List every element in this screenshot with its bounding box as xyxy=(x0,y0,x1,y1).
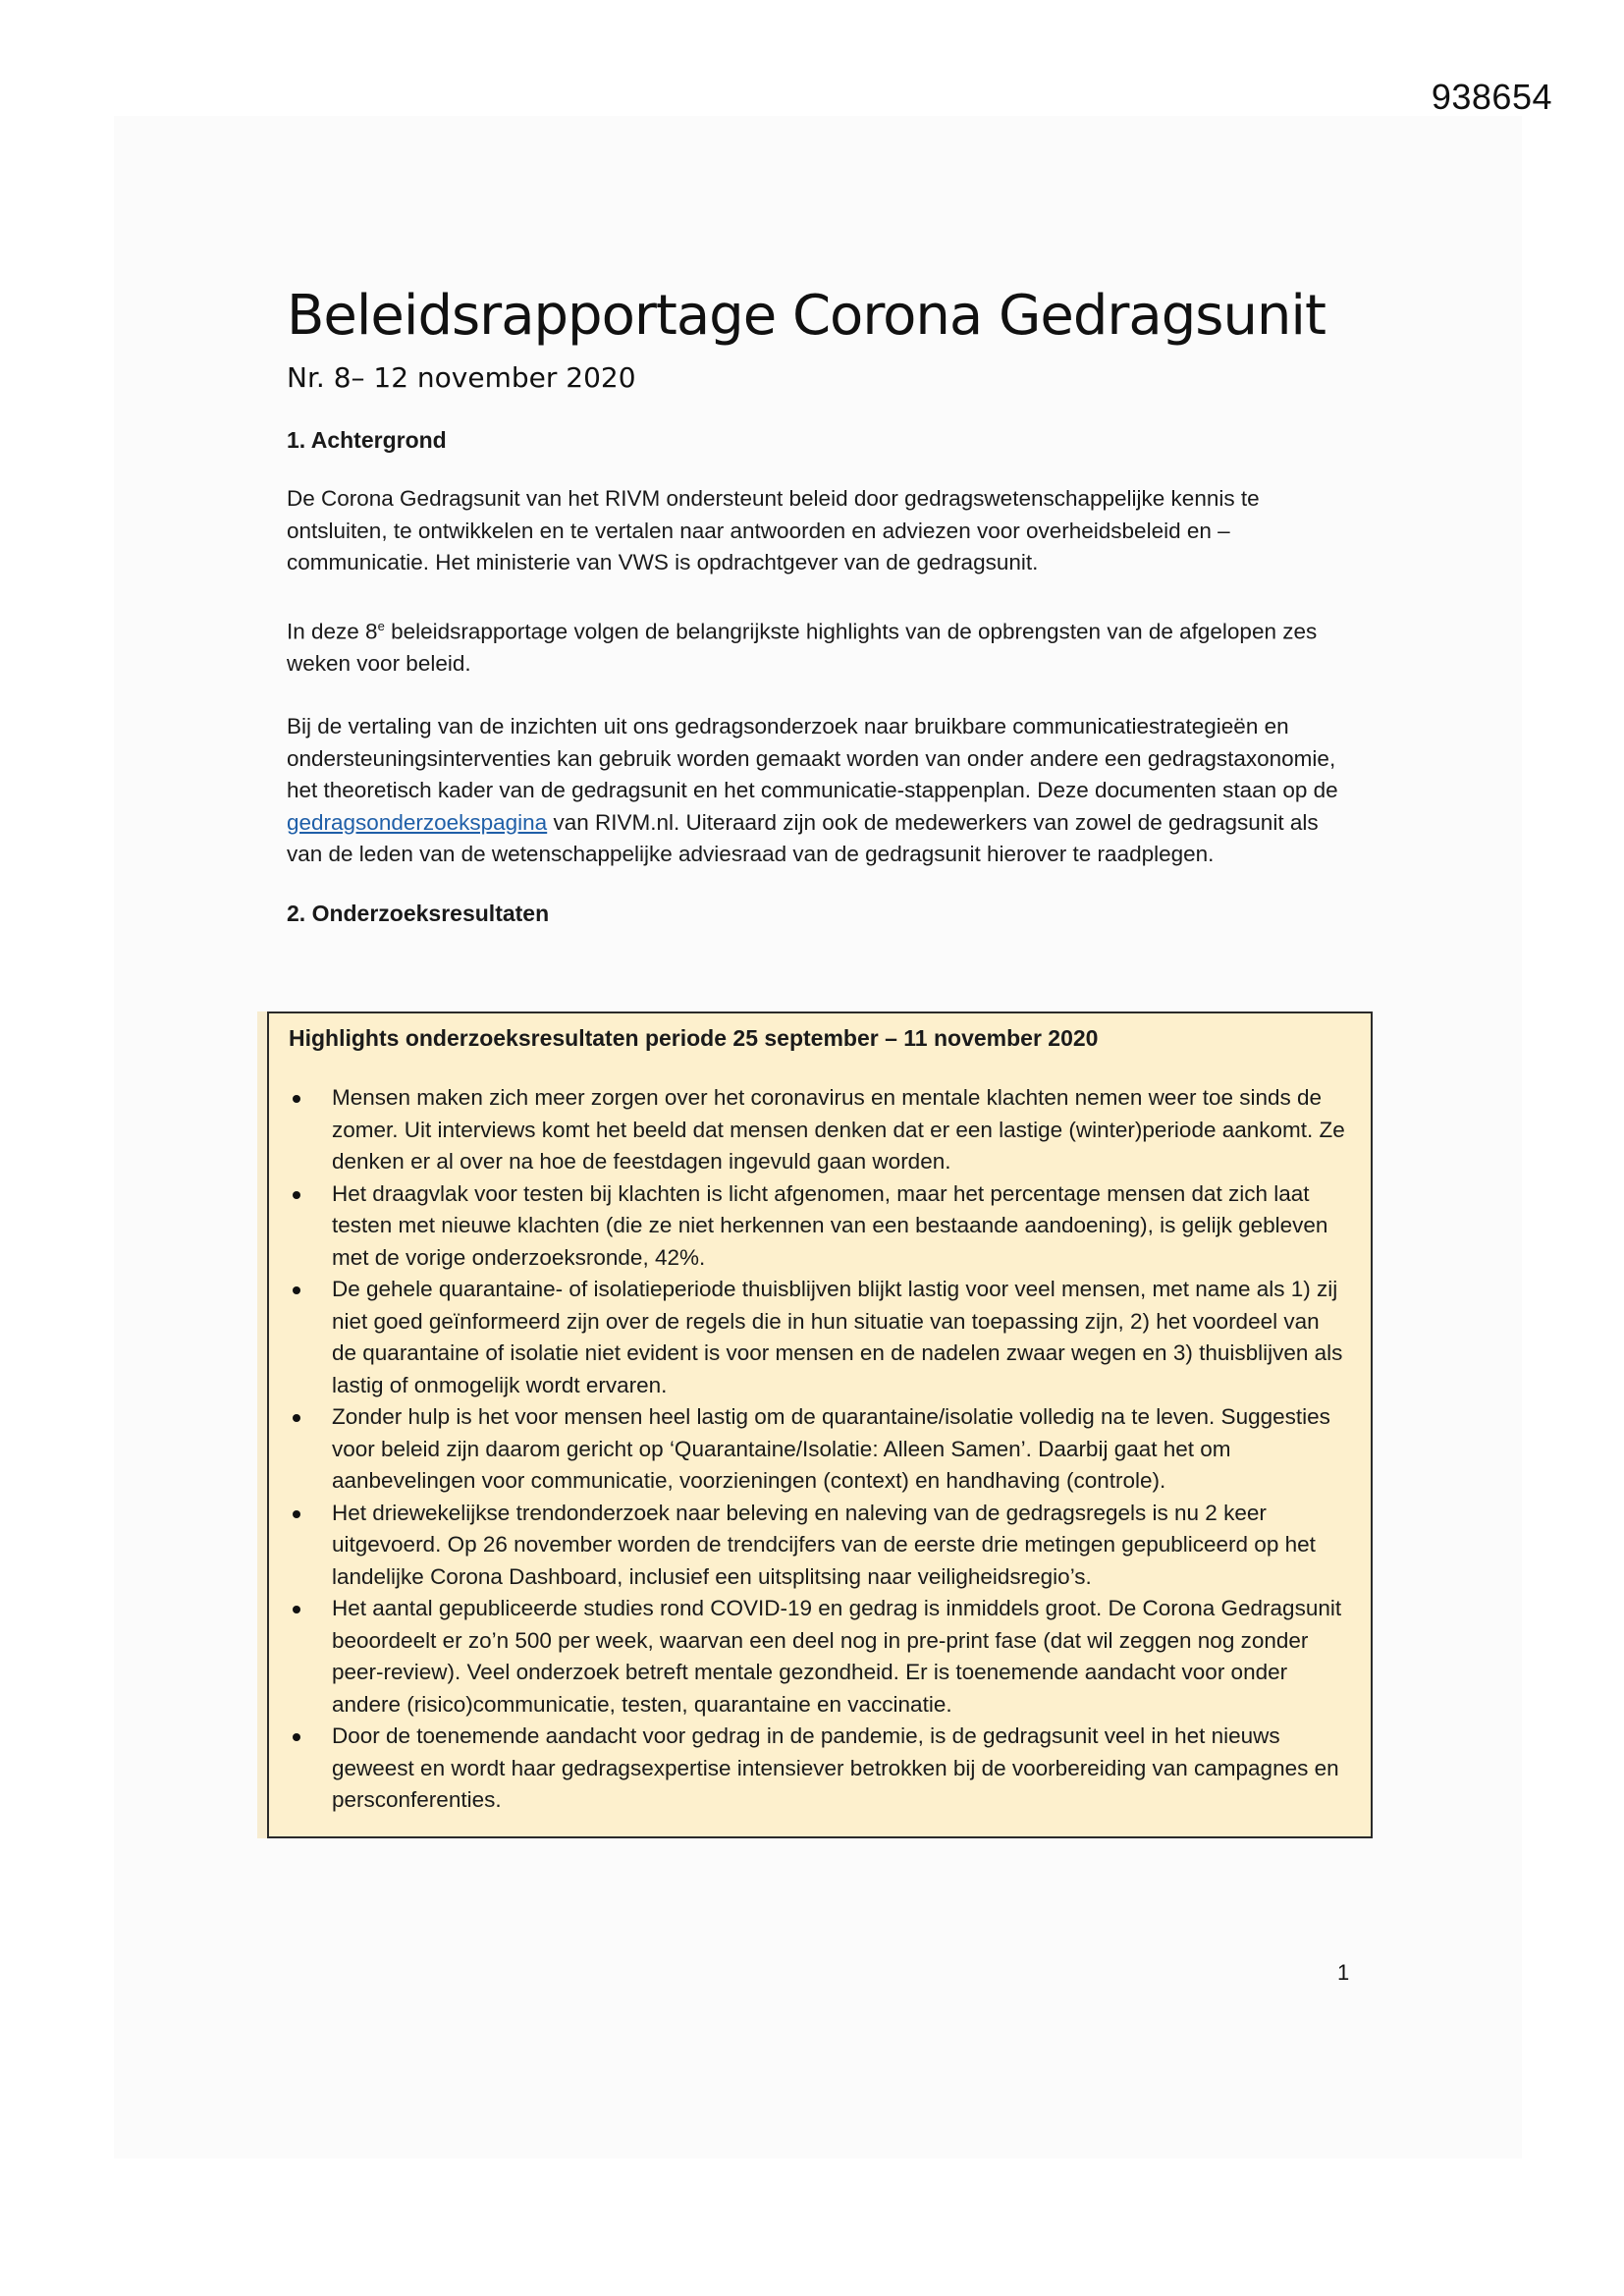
bullet-icon xyxy=(293,1733,300,1741)
list-item-text: Mensen maken zich meer zorgen over het coronavirus en mentale klachten nemen weer toe sinds de zomer. Uit interviews komt het beeld dat mensen denken dat er een lastige (winter)periode aankomt. Ze denken er al over na hoe de feestdagen ingevuld gaan worden. xyxy=(332,1085,1345,1174)
list-item-text: De gehele quarantaine- of isolatieperiode thuisblijven blijkt lastig voor veel mensen, met name als 1) zij niet goed geïnformeerd zijn over de regels die in hun situatie van toepassing zijn, 2) het voordeel van de quarantaine of isolatie niet evident is voor mensen en de nadelen zwaar wegen en 3) thuisblijven als lastig of onmogelijk wordt ervaren. xyxy=(332,1277,1343,1397)
bullet-icon xyxy=(293,1286,300,1294)
highlights-list xyxy=(289,1082,1349,1817)
list-item-text: Het driewekelijkse trendonderzoek naar beleving en naleving van de gedragsregels is nu 2 keer uitgevoerd. Op 26 november worden de trendcijfers van de eerste drie metingen gepubliceerd op het landelijke Corona Dashboard, inclusief een uitsplitsing naar veiligheidsregio’s. xyxy=(332,1500,1316,1589)
document-content xyxy=(287,285,1357,927)
document-title: Beleidsrapportage Corona Gedragsunit xyxy=(287,284,1326,348)
paragraph-translation-part1: Bij de vertaling van de inzichten uit ons gedragsonderzoek naar bruikbare communicatiestrategieën en ondersteuningsinterventies kan gebruik worden gemaakt worden van onder andere een gedragstaxonomie, het theoretisch kader van de gedragsunit en het communicatie-stappenplan. Deze documenten staan op de xyxy=(287,714,1338,802)
list-item xyxy=(289,1401,1349,1498)
bullet-icon xyxy=(293,1414,300,1422)
bullet-icon xyxy=(293,1191,300,1199)
superscript-ordinal: e xyxy=(377,618,385,633)
list-item xyxy=(289,1721,1349,1817)
paragraph-translation-part2: van RIVM.nl. Uiteraard zijn ook de medewerkers van zowel de gedragsunit als van de leden van de wetenschappelijke adviesraad van de gedragsunit hierover te raadplegen. xyxy=(287,809,1319,866)
page-number: 1 xyxy=(1337,1960,1350,1985)
paragraph-report-number-prefix: In deze 8 xyxy=(287,619,378,643)
bullet-icon xyxy=(293,1606,300,1613)
list-item xyxy=(289,1082,1349,1178)
paragraph-report-number-rest: beleidsrapportage volgen de belangrijkste highlights van de opbrengsten van de afgelopen zes weken voor beleid. xyxy=(287,619,1318,676)
bullet-icon xyxy=(293,1510,300,1518)
paragraph-intro: De Corona Gedragsunit van het RIVM ondersteunt beleid door gedragswetenschappelijke kennis te ontsluiten, te ontwikkelen en te vertalen naar antwoorden en adviezen voor overheidsbeleid en – communicatie. Het ministerie van VWS is opdrachtgever van de gedragsunit. xyxy=(287,486,1260,574)
list-item xyxy=(289,1498,1349,1594)
gedragsonderzoekspagina-link[interactable]: gedragsonderzoekspagina xyxy=(287,809,548,835)
list-item xyxy=(289,1593,1349,1721)
highlights-title: Highlights onderzoeksresultaten periode 25 september – 11 november 2020 xyxy=(289,1025,1099,1051)
section-heading-achtergrond: 1. Achtergrond xyxy=(287,427,447,453)
document-number: 938654 xyxy=(1431,77,1552,117)
paragraph-translation xyxy=(287,711,1357,871)
list-item-text: Het draagvlak voor testen bij klachten is licht afgenomen, maar het percentage mensen dat zich laat testen met nieuwe klachten (die ze niet herkennen van een bestaande aandoening), is gelijk gebleven met de vorige onderzoeksronde, 42%. xyxy=(332,1180,1328,1270)
list-item-text: Het aantal gepubliceerde studies rond COVID-19 en gedrag is inmiddels groot. De Corona Gedragsunit beoordeelt er zo’n 500 per week, waarvan een deel nog in pre-print fase (dat wil zeggen nog zonder peer-review). Veel onderzoek betreft mentale gezondheid. Er is toenemende aandacht voor onder andere (risico)communicatie, testen, quarantaine en vaccinatie. xyxy=(332,1596,1342,1717)
list-item-text: Door de toenemende aandacht voor gedrag in de pandemie, is de gedragsunit veel in het nieuws geweest en wordt haar gedragsexpertise intensiever betrokken bij de voorbereiding van campagnes en persconferenties. xyxy=(332,1723,1339,1812)
list-item xyxy=(289,1178,1349,1275)
bullet-icon xyxy=(293,1095,300,1103)
paragraph-report-number xyxy=(287,611,1357,681)
list-item xyxy=(289,1274,1349,1401)
list-item-text: Zonder hulp is het voor mensen heel lastig om de quarantaine/isolatie volledig na te leven. Suggesties voor beleid zijn daarom gericht op ‘Quarantaine/Isolatie: Alleen Samen’. Daarbij gaat het om aanbevelingen voor communicatie, voorzieningen (context) en handhaving (controle). xyxy=(332,1404,1330,1493)
highlights-box xyxy=(267,1011,1373,1838)
document-subtitle: Nr. 8– 12 november 2020 xyxy=(287,361,636,394)
section-heading-onderzoeksresultaten: 2. Onderzoeksresultaten xyxy=(287,900,550,926)
